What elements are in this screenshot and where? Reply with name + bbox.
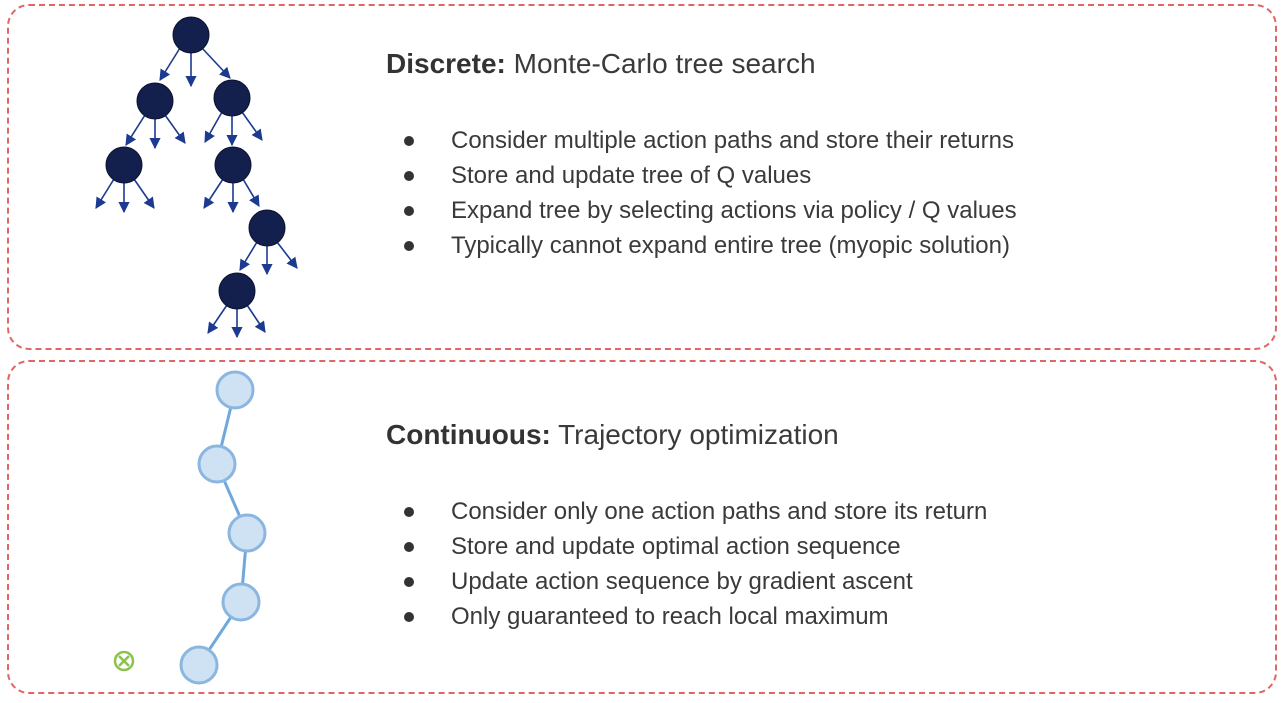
tree-edge	[134, 179, 154, 208]
list-item: Consider multiple action paths and store their returns	[396, 123, 1017, 158]
bullet-icon	[404, 612, 414, 622]
list-item: Store and update tree of Q values	[396, 158, 1017, 193]
list-item: Expand tree by selecting actions via policy / Q values	[396, 193, 1017, 228]
list-item: Typically cannot expand entire tree (myopic solution)	[396, 228, 1017, 263]
tree-edge	[247, 305, 265, 332]
bullet-icon	[404, 241, 414, 251]
tree-node	[219, 273, 255, 309]
tree-edge	[205, 112, 222, 142]
tree-edge	[126, 115, 145, 145]
discrete-bullet-list	[396, 123, 1017, 263]
tree-edge	[277, 242, 297, 268]
bullet-icon	[404, 577, 414, 587]
tree-node	[215, 147, 251, 183]
tree-edge	[240, 242, 257, 270]
continuous-heading	[386, 419, 839, 451]
tree-node	[137, 83, 173, 119]
discrete-heading-bold: Discrete:	[386, 48, 506, 79]
tree-node	[249, 210, 285, 246]
discrete-heading	[386, 48, 816, 80]
tree-edge	[208, 305, 227, 333]
continuous-heading-text: Trajectory optimization	[550, 419, 839, 450]
tree-edge	[165, 115, 185, 143]
bullet-icon	[404, 206, 414, 216]
discrete-heading-text: Monte-Carlo tree search	[505, 48, 816, 79]
list-item: Consider only one action paths and store its return	[396, 494, 987, 529]
list-item: Store and update optimal action sequence	[396, 529, 987, 564]
tree-node	[106, 147, 142, 183]
bullet-icon	[404, 507, 414, 517]
tree-node	[214, 80, 250, 116]
continuous-heading-bold: Continuous:	[386, 419, 551, 450]
bullet-icon	[404, 171, 414, 181]
tree-edge	[202, 48, 230, 78]
bullet-icon	[404, 136, 414, 146]
tree-edge	[242, 112, 262, 140]
list-item: Update action sequence by gradient ascent	[396, 564, 987, 599]
tree-edge	[243, 179, 259, 206]
bullet-icon	[404, 542, 414, 552]
tree-edge	[96, 179, 114, 208]
tree-edge	[160, 48, 180, 80]
tree-edge	[204, 179, 223, 208]
tree-node-root	[173, 17, 209, 53]
list-item: Only guaranteed to reach local maximum	[396, 599, 987, 634]
continuous-bullet-list	[396, 494, 987, 634]
